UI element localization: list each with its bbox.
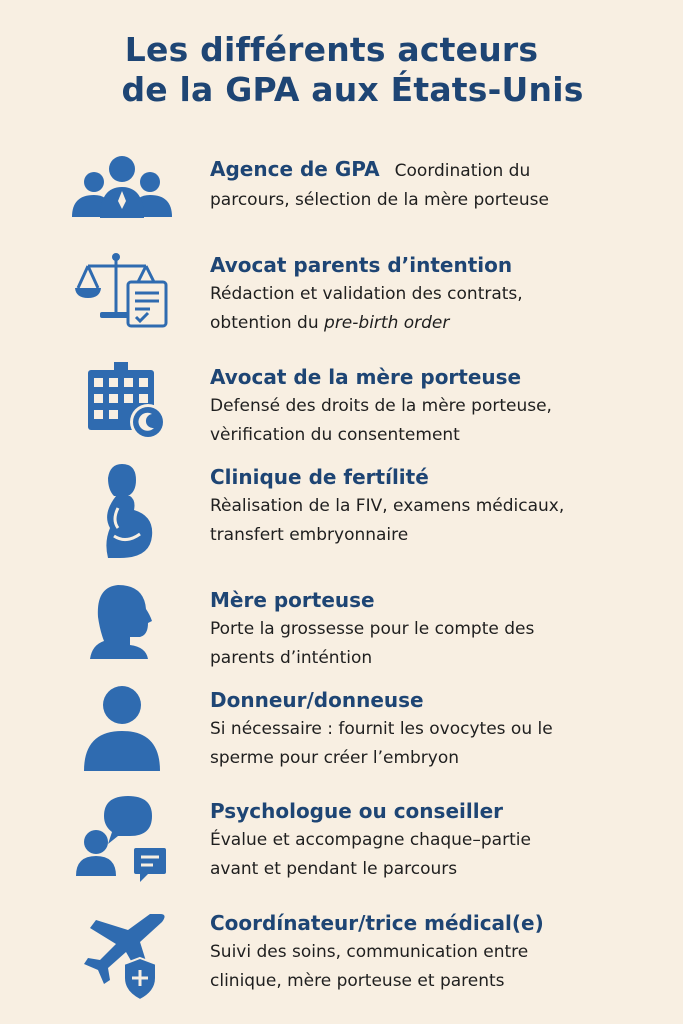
- actor-agence: [0, 155, 683, 255]
- actor-heading: Psychologue ou conseiller: [210, 799, 503, 823]
- actor-desc-2: parents d’inténtion: [210, 648, 373, 668]
- actor-desc: Rèalisation de la FIV, examens médicaux,: [210, 496, 565, 516]
- actor-psychologue: [0, 796, 683, 896]
- actor-desc: Si nécessaire : fournit les ovocytes ou le: [210, 719, 553, 739]
- building-clock-icon: [70, 362, 174, 458]
- actor-coordinateur: [0, 908, 683, 1008]
- actor-avocat-mere: [0, 362, 683, 462]
- title-line-2: de la GPA aux États-Unis: [121, 70, 584, 109]
- actor-heading: Avocat parents d’intention: [210, 253, 513, 277]
- actor-mere-porteuse: [0, 585, 683, 685]
- actor-desc: parcours, sélection de la mère porteuse: [210, 190, 549, 210]
- actor-desc-2: sperme pour créer l’embryon: [210, 748, 460, 768]
- actor-clinique: [0, 462, 683, 562]
- actor-desc-2: transfert embryonnaire: [210, 525, 409, 545]
- actor-desc-2: obtention du pre-birth order: [210, 313, 450, 333]
- title-line-1: Les différents acteurs: [124, 30, 539, 69]
- actor-heading: Agence de GPA: [210, 157, 380, 181]
- actor-desc-2: vèrification du consentement: [210, 425, 460, 445]
- actor-heading: Mère porteuse: [210, 588, 375, 612]
- counselor-chat-icon: [70, 796, 174, 892]
- actor-desc: Évalue et accompagne chaque–partie: [210, 830, 531, 850]
- scales-contract-icon: [70, 250, 174, 346]
- actor-desc-inline: Coordination du: [394, 161, 531, 181]
- airplane-medical-icon: [70, 908, 174, 1004]
- actor-heading: Coordínateur/trice médical(e): [210, 911, 544, 935]
- actor-desc-2: clinique, mère porteuse et parents: [210, 971, 505, 991]
- actor-heading: Clinique de fertílité: [210, 465, 429, 489]
- actor-desc: Suivi des soins, communication entre: [210, 942, 529, 962]
- people-group-icon: [70, 155, 174, 251]
- actor-desc: Rédaction et validation des contrats,: [210, 284, 523, 304]
- actor-heading: Donneur/donneuse: [210, 688, 424, 712]
- page-title: [0, 30, 683, 110]
- actor-desc: Defensé des droits de la mère porteuse,: [210, 396, 552, 416]
- person-head-icon: [70, 585, 174, 681]
- actor-donneur: [0, 685, 683, 785]
- actor-desc: Porte la grossesse pour le compte des: [210, 619, 535, 639]
- actor-heading: Avocat de la mère porteuse: [210, 365, 522, 389]
- person-icon: [70, 685, 174, 781]
- actor-desc-2: avant et pendant le parcours: [210, 859, 458, 879]
- pregnant-woman-icon: [70, 462, 174, 558]
- actor-avocat-parents: [0, 250, 683, 350]
